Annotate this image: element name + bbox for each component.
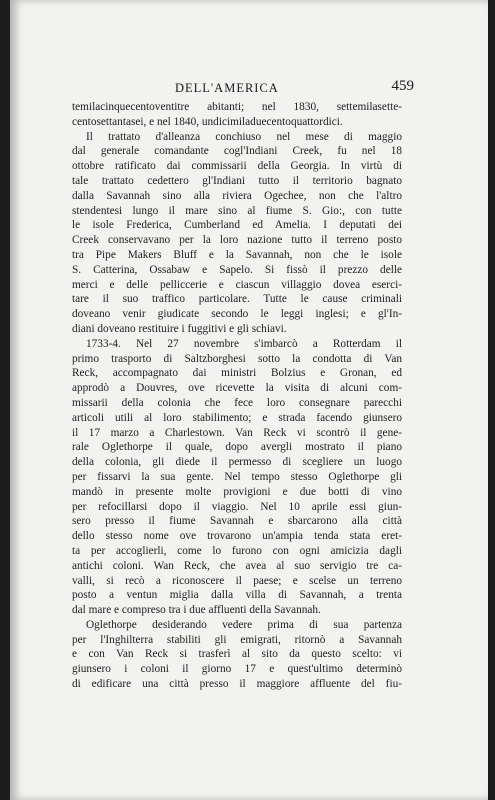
page-number: 459 (391, 78, 414, 94)
text-line: stendentesi lungo il mare sino al fiume S. Gio:, con tutte (72, 204, 402, 217)
text-line: dal generale comandante cogl'Indiani Creek, fu nel 18 (72, 145, 402, 158)
text-line: Creek conservavano per la loro nazione tutto il terreno posto (72, 234, 402, 247)
running-title: DELL'AMERICA (175, 81, 279, 95)
text-line: e con Van Reck si trasferì al sito da questo scelto: vi (72, 648, 402, 661)
text-line: antichi coloni. Wan Reck, che avea al suo servigio tre ca- (72, 559, 402, 572)
text-line: giunsero i coloni il giorno 17 e quest'ultimo determinò (72, 663, 402, 676)
text-line: dello stesso nome ove trovarono un'ampia tenda stata eret- (72, 530, 402, 543)
text-line: 1733-4. Nel 27 novembre s'imbarcò a Rotterdam il (86, 337, 402, 350)
text-line: ta per accoglierli, come lo furono con ogni amicizia dagli (72, 544, 402, 557)
text-line: ottobre ratificato dai commissarii della Georgia. In virtù di (72, 160, 402, 173)
text-line: dalla Savannah sino alla riviera Ogechee, non che l'altro (72, 189, 402, 202)
text-line: il 17 marzo a Charlestown. Van Reck vi scontrò il gene- (72, 426, 402, 439)
text-line: sero presso il fiume Savannah e sbarcarono alla città (72, 515, 402, 528)
text-line: rale Oglethorpe il quale, dopo avergli mostrato il piano (72, 441, 402, 454)
text-line: centosettantasei, e nel 1840, undicimiladuecentoquattordici. (72, 115, 343, 128)
text-line: di edificare una città presso il maggiore affluente del fiu- (72, 678, 402, 691)
text-line: dal mare e compreso tra i due affluenti della Savannah. (72, 604, 321, 617)
text-line: S. Catterina, Ossabaw e Sapelo. Si fissò il prezzo delle (72, 263, 402, 276)
text-line: missarii della colonia che fece loro consegnare parecchi (72, 396, 402, 409)
text-line: Il trattato d'alleanza conchiuso nel mese di maggio (86, 130, 402, 143)
text-line: per fissarvi la sua gente. Nel tempo stesso Oglethorpe gli (72, 470, 402, 483)
text-line: articoli utili al loro stabilimento; e strada facendo giunsero (72, 411, 402, 424)
text-line: tare il suo traffico particolare. Tutte le cause criminali (72, 293, 402, 306)
text-line: posto a ventun miglia dalla villa di Savannah, a trenta (72, 589, 402, 602)
text-line: per l'Inghilterra stabiliti gli emigrati, ritornò a Savannah (72, 633, 402, 646)
text-line: tale trattato cedettero gl'Indiani tutto il territorio bagnato (72, 174, 402, 187)
text-line: mandò in presente molte provigioni e due botti di vino (72, 485, 402, 498)
text-line: approdò a Douvres, ove ricevette la visita di alcuni com- (72, 382, 402, 395)
text-line: merci e delle pelliccerie e ciascun villaggio dovea eserci- (72, 278, 402, 291)
text-line: temilacinquecentoventitre abitanti; nel 1830, settemilasette- (72, 101, 402, 113)
text-line: le isole Frederica, Cumberland ed Amelia. I deputati dei (72, 219, 402, 232)
text-line: della colonia, gli diede il permesso di scegliere un luogo (72, 456, 402, 469)
page-header (70, 78, 414, 98)
text-line: tra Pipe Makers Bluff e la Savannah, non che le isole (72, 248, 402, 261)
text-line: Oglethorpe desiderando vedere prima di sua partenza (86, 618, 402, 631)
text-line: primo trasporto di Saltzborghesi sotto la condotta di Van (72, 352, 402, 365)
body-text (72, 100, 402, 692)
text-line: doveano venir giudicate secondo le leggi inglesi; e gl'In- (72, 308, 402, 321)
text-line: Reck, accompagnato dai ministri Bolzius e Gronan, ed (72, 367, 402, 380)
book-page (10, 0, 488, 800)
text-line: per refocillarsi dopo il viaggio. Nel 10 aprile essi giun- (72, 500, 402, 513)
text-line: valli, si recò a riconoscere il paese; e scelse un terreno (72, 574, 402, 587)
text-line: diani doveano restituire i fuggitivi e gli schiavi. (72, 322, 287, 335)
